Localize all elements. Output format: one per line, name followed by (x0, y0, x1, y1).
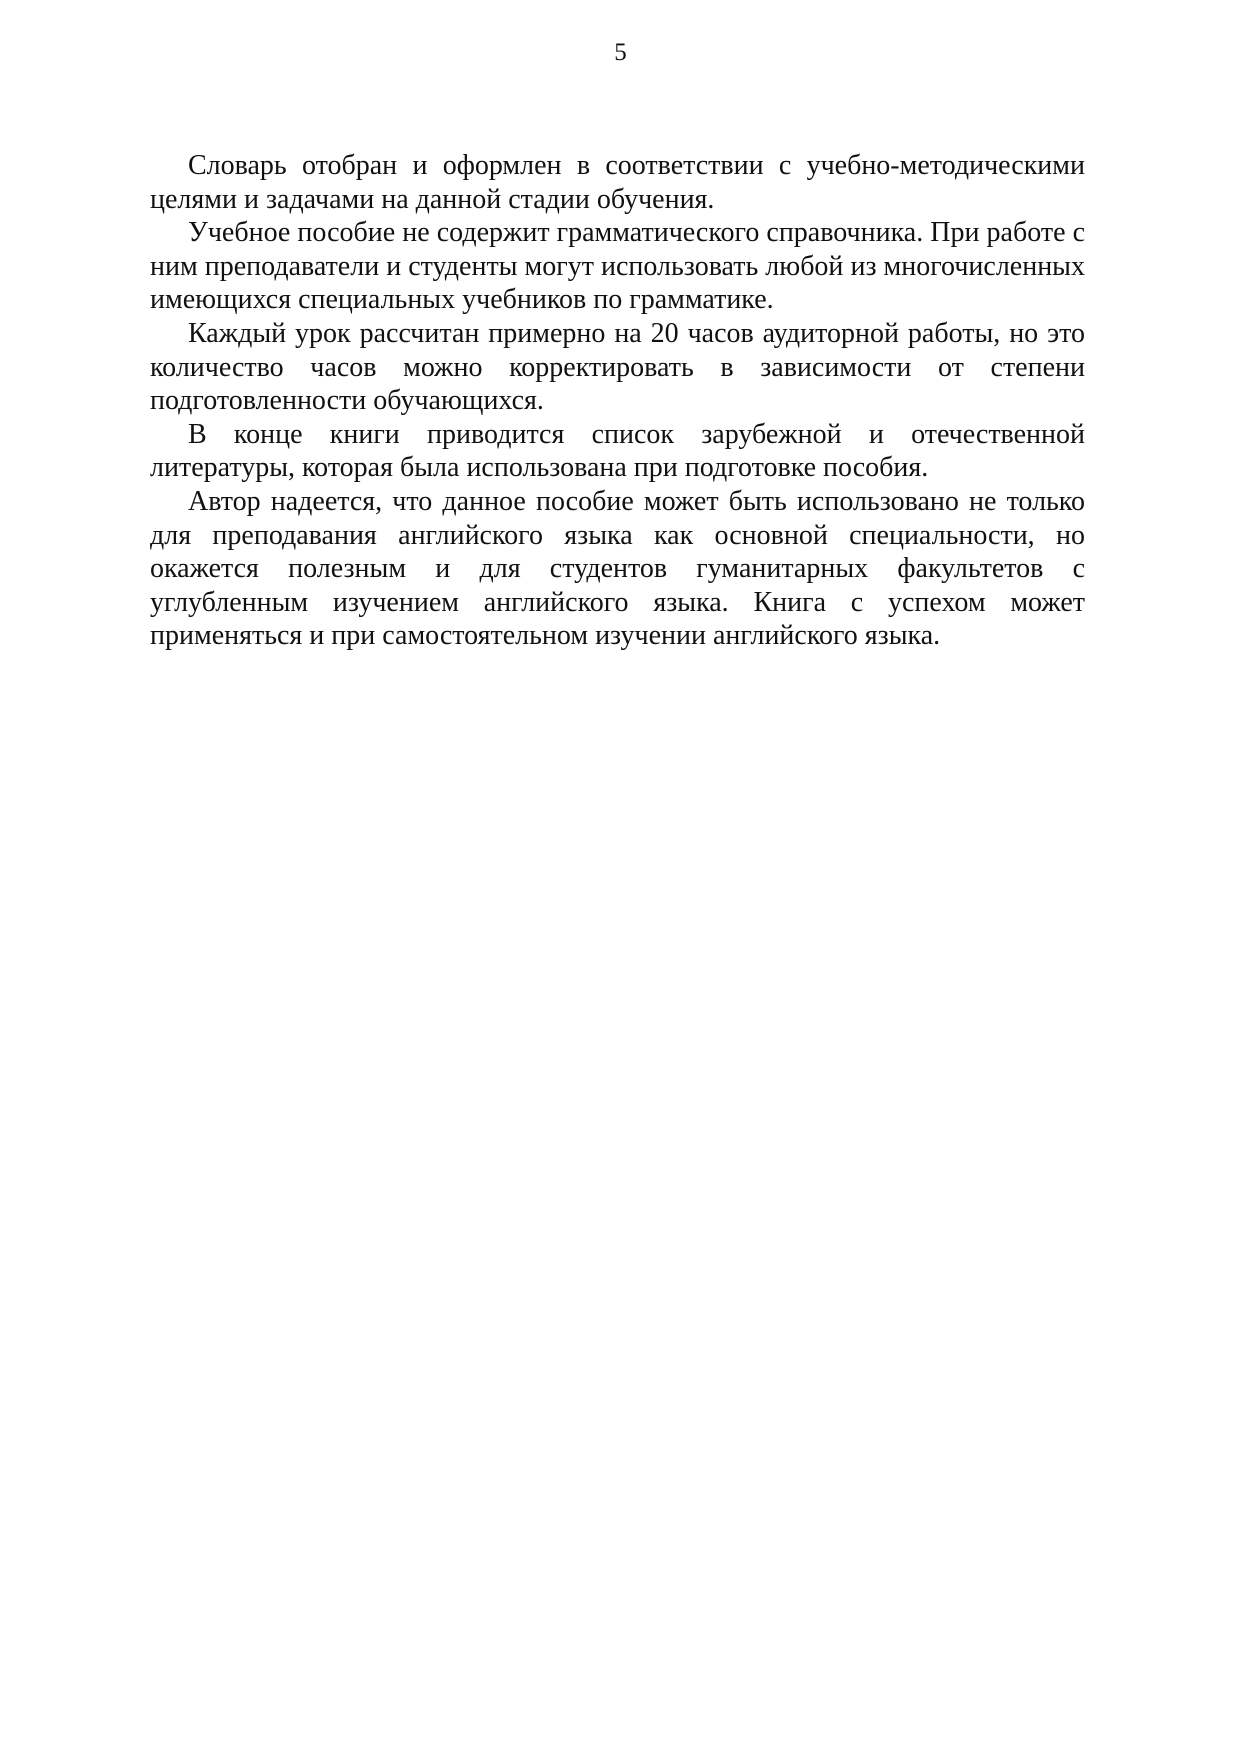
paragraph-dictionary: Словарь отобран и оформлен в соответствии с учебно-методическими целями и задачами на данной стадии обучения. (150, 150, 1085, 215)
paragraph-grammar-reference: Учебное пособие не содержит грамматического справочника. При работе с ним преподаватели и студенты могут использовать любой из многочисленных имеющихся специальных учебников по грамматике. (150, 217, 1085, 316)
paragraph-lesson-hours: Каждый урок рассчитан примерно на 20 часов аудиторной работы, но это количество часов можно корректировать в зависимости от степени подготовленности обучающихся. (150, 317, 1085, 417)
paragraph-author-hopes: Автор надеется, что данное пособие может быть использовано не только для преподавания английского языка как основной специальности, но окажется полезным и для студентов гуманитарных факультетов с углубленным изучением английского языка. Книга с успехом может применяться и при самостоятельном изучении английского языка. (150, 485, 1085, 652)
page-number: 5 (614, 39, 627, 66)
body-text (150, 149, 1085, 653)
paragraph-literature-list: В конце книги приводится список зарубежной и отечественной литературы, которая была использована при подготовке пособия. (150, 418, 1085, 484)
